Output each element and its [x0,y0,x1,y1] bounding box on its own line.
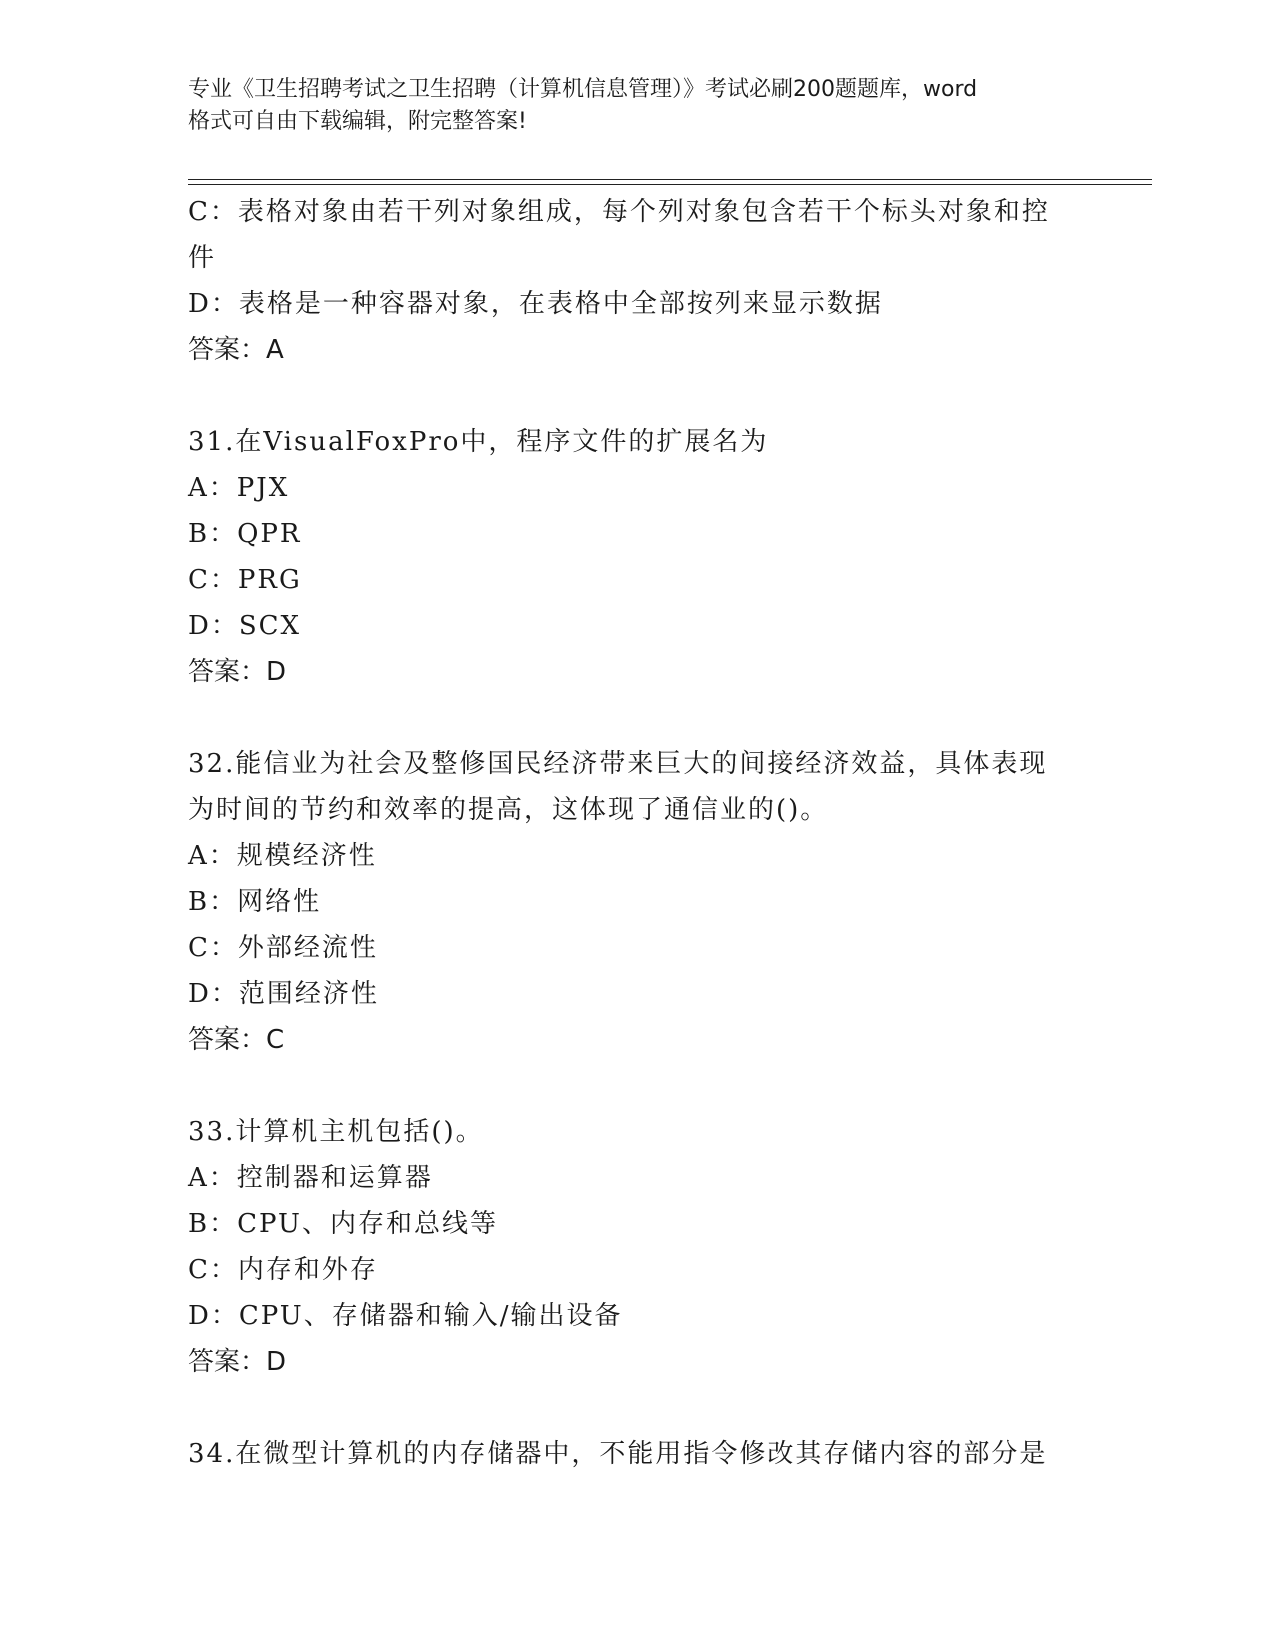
option-c-continued: 件 [188,243,217,273]
option-d: D：SCX [188,611,302,641]
question-stem: 32.能信业为社会及整修国民经济带来巨大的间接经济效益，具体表现 [188,749,1048,779]
option-c: C：外部经流性 [188,933,378,963]
option-c: C：内存和外存 [188,1255,378,1285]
question-33 [188,1109,1088,1385]
option-d: D：表格是一种容器对象，在表格中全部按列来显示数据 [188,289,883,319]
option-a: A：规模经济性 [188,841,377,871]
question-stem-continued: 为时间的节约和效率的提高，这体现了通信业的()。 [188,795,829,825]
answer: 答案：A [188,335,284,365]
question-stem: 31.在VisualFoxPro中，程序文件的扩展名为 [188,427,769,457]
header-divider-top [188,179,1152,180]
answer: 答案：D [188,1347,287,1377]
header-title-line2: 格式可自由下载编辑，附完整答案! [188,109,527,134]
option-c: C：PRG [188,565,302,595]
option-a: A：PJX [188,473,290,503]
option-c: C：表格对象由若干列对象组成，每个列对象包含若干个标头对象和控 [188,197,1050,227]
question-30-tail [188,189,1088,373]
header-divider-bottom [188,184,1152,185]
answer: 答案：C [188,1025,285,1055]
question-31 [188,419,1088,695]
question-stem: 33.计算机主机包括()。 [188,1117,484,1147]
option-b: B：网络性 [188,887,322,917]
option-d: D：CPU、存储器和输入/输出设备 [188,1301,623,1331]
option-d: D：范围经济性 [188,979,379,1009]
question-34 [188,1431,1088,1477]
answer: 答案：D [188,657,287,687]
question-32 [188,741,1088,1063]
question-stem: 34.在微型计算机的内存储器中，不能用指令修改其存储内容的部分是 [188,1439,1048,1469]
question-list [188,189,1088,1477]
document-header [188,74,1088,138]
option-a: A：控制器和运算器 [188,1163,433,1193]
option-b: B：CPU、内存和总线等 [188,1209,498,1239]
header-title-line1: 专业《卫生招聘考试之卫生招聘（计算机信息管理）》考试必刷200题题库，word [188,77,978,102]
option-b: B：QPR [188,519,302,549]
